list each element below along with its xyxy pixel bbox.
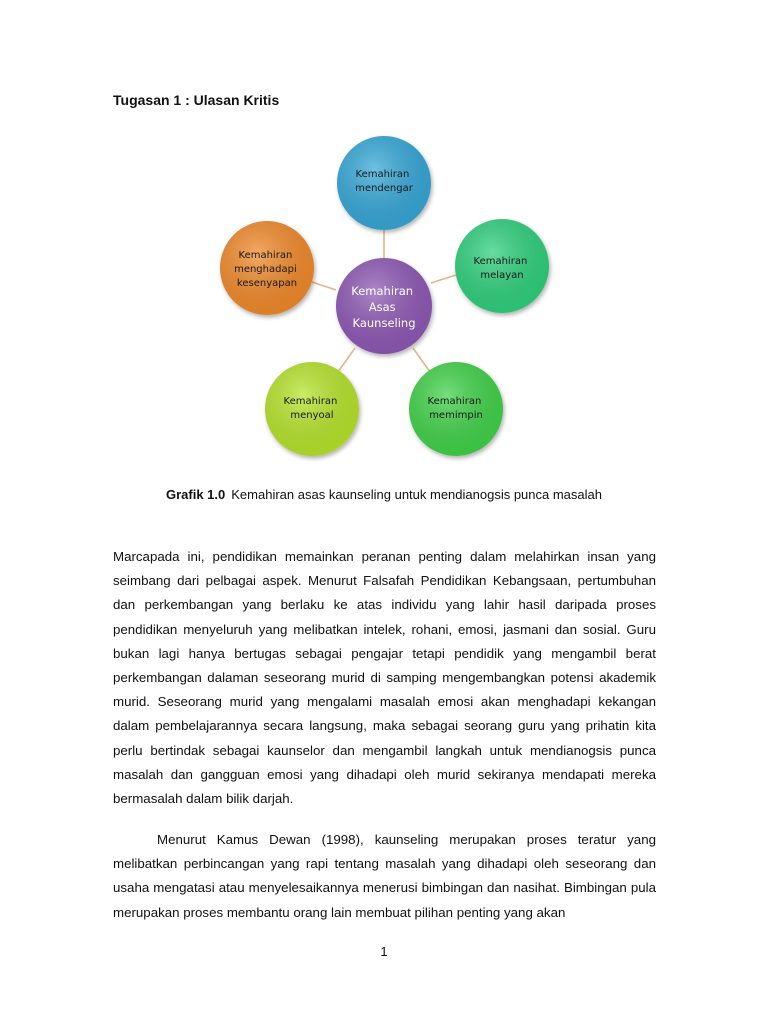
- figure-caption-text: Kemahiran asas kaunseling untuk mendianogsis punca masalah: [231, 487, 602, 502]
- connector-melayan: [431, 275, 456, 283]
- node-melayan-line-2: melayan: [480, 270, 524, 281]
- node-menghadapi-line-3: kesenyapan: [236, 278, 298, 289]
- node-memimpin: [409, 362, 503, 456]
- assignment-heading: Tugasan 1 : Ulasan Kritis: [113, 92, 280, 108]
- node-mendengar-line-1: Kemahiran: [355, 169, 410, 180]
- node-menyoal: [265, 362, 359, 456]
- node-mendengar: [337, 136, 431, 230]
- node-mendengar-line-2: mendengar: [355, 183, 413, 194]
- paragraph-2: Menurut Kamus Dewan (1998), kaunseling merupakan proses teratur yang melibatkan perbincangan yang rapi tentang masalah yang dihadapi oleh seseorang dan usaha mengatasi atau menyelesaikannya menerusi bimbingan dan nasihat. Bimbingan pula merupakan proses membantu orang lain membuat pilihan penting yang akan: [113, 832, 656, 920]
- svg-text:Kemahiran menghadapi: [234, 250, 300, 289]
- node-memimpin-line-1: Kemahiran: [427, 396, 482, 407]
- node-menghadapi-line-1: Kemahiran: [238, 250, 293, 261]
- node-menghadapi-line-2: menghadapi: [234, 264, 297, 275]
- center-node-line-2: Asas: [368, 300, 396, 314]
- center-node: [336, 258, 432, 354]
- figure-caption: [0, 487, 768, 502]
- connector-menghadapi-kesenyapan: [312, 282, 336, 290]
- paragraph-1: Marcapada ini, pendidikan memainkan peranan penting dalam melahirkan insan yang seimbang dari pelbagai aspek. Menurut Falsafah Pendidikan Kebangsaan, pertumbuhan dan perkembangan yang berlaku ke atas individu yang lahir hasil daripada proses pendidikan menyeluruh yang melibatkan intelek, rohani, emosi, jasmani dan sosial. Guru bukan lagi hanya bertugas sebagai pengajar tetapi pendidik yang mengambil berat perkembangan dalaman seseorang murid di samping mengembangkan potensi akademik murid. Seseorang murid yang mengalami masalah emosi akan menghadapi kekangan dalam pembelajarannya secara langsung, maka sebagai seorang guru yang prihatin kita perlu bertindak sebagai kaunselor dan mengambil langkah untuk mendianogsis punca masalah dan gangguan emosi yang dihadapi oleh murid sekiranya mendapati mereka bermasalah dalam bilik darjah.: [113, 549, 656, 807]
- node-melayan-line-1: Kemahiran: [473, 256, 528, 267]
- node-menyoal-line-1: Kemahiran: [283, 396, 338, 407]
- connector-menyoal: [338, 348, 355, 372]
- node-menghadapi-kesenyapan: [220, 221, 314, 315]
- node-melayan: [455, 219, 549, 313]
- node-menyoal-line-2: menyoal: [290, 410, 334, 421]
- page-number: 1: [380, 944, 388, 959]
- center-node-line-3: Kaunseling: [352, 316, 416, 330]
- counseling-skills-diagram: [0, 0, 768, 480]
- figure-label: Grafik 1.0: [166, 487, 226, 502]
- node-memimpin-line-2: memimpin: [429, 410, 483, 421]
- center-node-line-1: Kemahiran: [351, 284, 414, 298]
- connector-memimpin: [413, 348, 430, 372]
